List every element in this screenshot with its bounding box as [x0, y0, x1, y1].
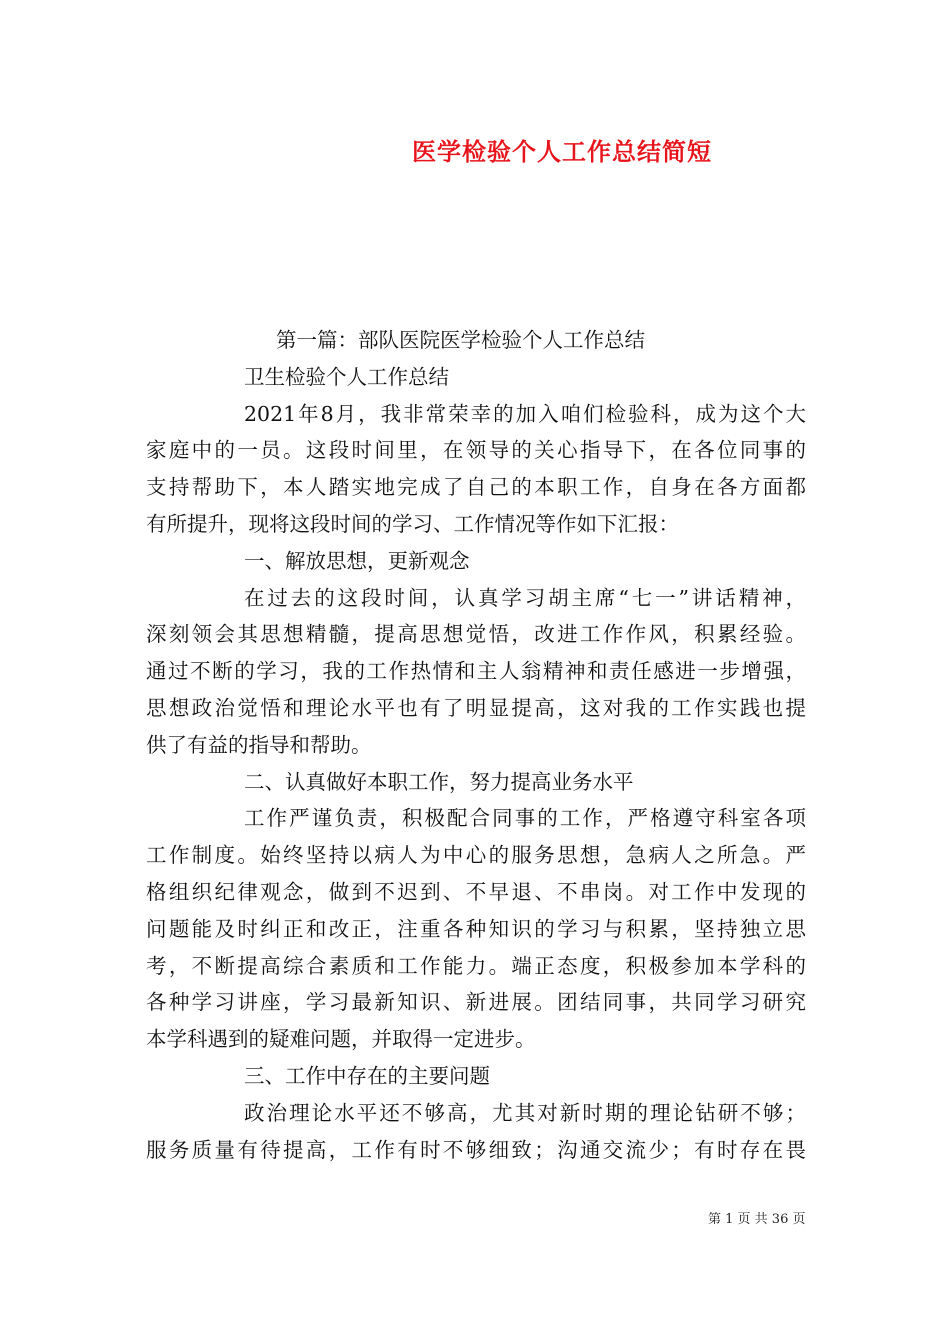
text-line: 有所提升，现将这段时间的学习、工作情况等作如下汇报：	[146, 511, 679, 536]
text-line: 各种学习讲座，学习最新知识、新进展。团结同事，共同学习研究	[146, 990, 806, 1015]
text-line: 考，不断提高综合素质和工作能力。端正态度，积极参加本学科的	[146, 953, 806, 978]
text-line: 通过不断的学习，我的工作热情和主人翁精神和责任感进一步增强，	[146, 659, 806, 684]
text-line: 家庭中的一员。这段时间里，在领导的关心指导下，在各位同事的	[146, 438, 806, 463]
text-line: 工作制度。始终坚持以病人为中心的服务思想，急病人之所急。严	[146, 843, 806, 868]
text-line: 思想政治觉悟和理论水平也有了明显提高，这对我的工作实践也提	[146, 695, 806, 720]
text-line: 工作严谨负责，积极配合同事的工作，严格遵守科室各项	[244, 806, 806, 831]
text-line: 问题能及时纠正和改正，注重各种知识的学习与积累，坚持独立思	[146, 916, 806, 941]
document-title: 医学检验个人工作总结简短	[412, 137, 712, 166]
text-line: 服务质量有待提高，工作有时不够细致；沟通交流少；有时存在畏	[146, 1137, 806, 1162]
text-line: 2021年8月，我非常荣幸的加入咱们检验科，成为这个大	[244, 401, 806, 426]
text-line: 三、工作中存在的主要问题	[244, 1063, 490, 1088]
page-number: 第 1 页 共 36 页	[708, 1212, 806, 1227]
text-line: 一、解放思想，更新观念	[244, 548, 470, 573]
text-line: 支持帮助下，本人踏实地完成了自己的本职工作，自身在各方面都	[146, 475, 806, 500]
text-line: 供了有益的指导和帮助。	[146, 732, 372, 757]
text-line: 卫生检验个人工作总结	[244, 364, 449, 389]
text-line: 政治理论水平还不够高，尤其对新时期的理论钻研不够；	[244, 1100, 806, 1125]
text-line: 在过去的这段时间，认真学习胡主席“七一”讲话精神，	[244, 585, 806, 610]
text-line: 深刻领会其思想精髓，提高思想觉悟，改进工作作风，积累经验。	[146, 622, 806, 647]
text-line: 本学科遇到的疑难问题，并取得一定进步。	[146, 1027, 536, 1052]
text-line: 二、认真做好本职工作，努力提高业务水平	[244, 769, 634, 794]
text-line: 格组织纪律观念，做到不迟到、不早退、不串岗。对工作中发现的	[146, 879, 806, 904]
text-line: 第一篇：部队医院医学检验个人工作总结	[276, 328, 645, 352]
document-body	[146, 322, 806, 1168]
